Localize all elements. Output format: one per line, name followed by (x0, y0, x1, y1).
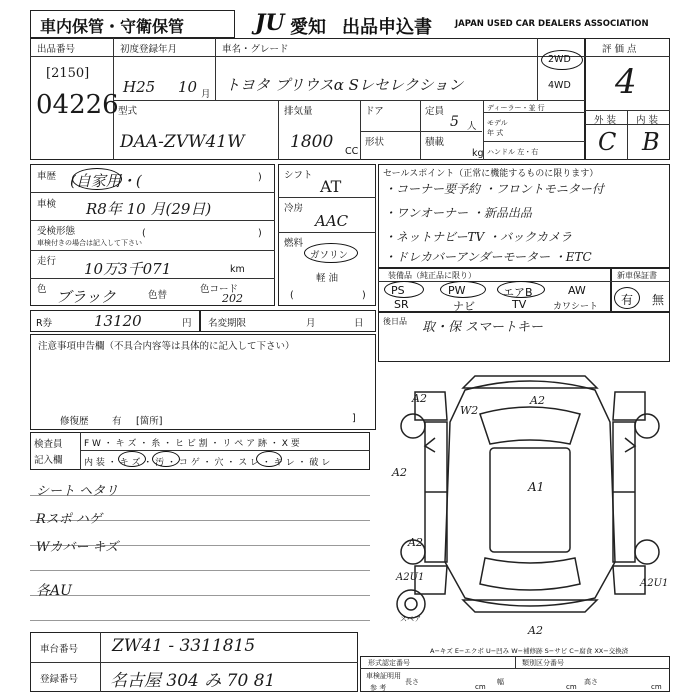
mark-rear-a2: A2 (408, 536, 423, 549)
mark-rear-bumper-a2: A2 (528, 624, 543, 637)
equip-seat: カワシート (553, 302, 599, 312)
dims-type-label: 類別区分番号 (522, 659, 564, 667)
reg-month: 10 (178, 78, 198, 96)
inspect-row-1: F W ・ キ ズ ・ 糸 ・ ヒ ビ 割 ・ リ ペ ア 跡 ・ X 要 (84, 439, 300, 449)
write-line-2: Rスポ ハゲ (36, 512, 102, 527)
chassis-value: ZW41 - 3311815 (112, 636, 256, 656)
shift-value: AT (320, 177, 342, 196)
color-label: 色 (37, 284, 47, 295)
name-change-month: 月 (306, 318, 316, 329)
warranty-label: 新車保証書 (617, 271, 657, 280)
write-line-4: 各AU (36, 583, 72, 599)
rating-value: 4 (615, 62, 637, 102)
assoc-name: 愛知 (290, 17, 326, 38)
height-label: 高さ (584, 678, 598, 686)
kg-label: kg (472, 148, 484, 159)
lot-number-label: 出品番号 (37, 44, 76, 55)
interior-label: 内 装 (636, 115, 659, 126)
length-cm: cm (475, 683, 486, 691)
repair-place-close: ] (352, 413, 356, 424)
reg-year: H25 (123, 78, 156, 96)
height-cm: cm (651, 683, 662, 691)
capacity-value: 5 (450, 114, 459, 130)
equip-airbag-circle (497, 281, 545, 298)
fuel-value: ガソリン (310, 250, 349, 261)
diesel-label: 軽 油 (316, 273, 339, 284)
car-name-value: トヨタ プリウスα Sレセレクション (225, 76, 464, 94)
repair-place-label: [箇所] (136, 416, 163, 427)
capacity-label: 定員 (425, 106, 445, 117)
after-install-value: 取・保 スマートキー (422, 320, 543, 335)
fuel-paren-close: ) (362, 290, 366, 301)
selling-points-label: セールスポイント（正常に機能するものに限ります） (383, 169, 599, 179)
equipment-label: 装備品（純正品に限り） (388, 271, 476, 280)
dealer-label: ディーラー・並 行 (487, 104, 545, 112)
recycle-fee-label: R券 (36, 318, 53, 329)
inspector-label: 検査員 (34, 439, 63, 450)
spare-label: スペア (400, 615, 421, 623)
equip-ps-circle (384, 281, 424, 298)
km-label: km (230, 264, 245, 275)
rating-label: 評 価 点 (602, 44, 637, 55)
drive-4wd: 4WD (548, 80, 571, 91)
name-change-day: 日 (354, 318, 364, 329)
repair-history-label: 修復歴 (60, 416, 89, 427)
warranty-none: 無 (652, 293, 665, 307)
reg-no-label: 登録番号 (40, 674, 79, 685)
equip-tv: TV (512, 298, 527, 311)
inspection-label: 車検 (37, 199, 57, 210)
mark-front-a2: A2 (412, 392, 427, 405)
history-circle (72, 168, 122, 190)
shift-label: シフト (284, 170, 313, 181)
equip-pw-circle (440, 281, 486, 298)
history-close: ) (258, 172, 262, 183)
width-label: 幅 (497, 678, 504, 686)
width-cm: cm (566, 683, 577, 691)
storage-badge-text: 車内保管・守衛保管 (40, 17, 185, 36)
mark-side-a2: A2 (392, 466, 407, 479)
sp-line-3: ・ネットナビーTV ・バックカメラ (384, 230, 573, 244)
car-name-label: 車名・グレード (222, 44, 289, 55)
write-line-1: シート ヘタリ (36, 484, 119, 499)
shape-label: 形状 (365, 137, 385, 148)
mark-bumper-a2: A2 (530, 394, 545, 407)
equip-pw: PW (448, 284, 466, 297)
reg-no-value: 名古屋 304 み 70 81 (110, 671, 276, 691)
sp-line-4: ・ドレカバーアンダーモーター ・ETC (384, 250, 592, 264)
dims-form-label: 形式認定番号 (368, 659, 410, 667)
mileage-label: 走行 (37, 256, 57, 267)
reg-cert-label: 車検証明用 (366, 672, 401, 680)
color-code-value: 202 (222, 292, 243, 305)
recycle-note: 車検付きの場合は記入して下さい (37, 239, 142, 247)
recycle-fee-yen: 円 (182, 318, 192, 329)
lot-number: 04226 (36, 90, 119, 120)
equip-airbag: エアB (503, 286, 533, 299)
lot-bracket: [2150] (46, 66, 90, 81)
sheet-title: 出品申込書 (342, 17, 432, 38)
recycle-fee-value: 13120 (94, 312, 142, 330)
color-value: ブラック (56, 288, 116, 306)
exterior-value: C (598, 128, 617, 156)
chassis-label: 車台番号 (40, 644, 79, 655)
mark-roof-a1: A1 (528, 480, 545, 494)
write-line-3: Wカバー キズ (36, 540, 119, 555)
displacement-value: 1800 (290, 132, 334, 152)
inspect-circle-3 (256, 451, 282, 467)
mileage-value: 10万3千071 (84, 260, 172, 278)
model-value: DAA-ZVW41W (120, 132, 245, 152)
entry-label: 記入欄 (34, 455, 63, 466)
equip-ps: PS (391, 284, 405, 297)
history-label: 車歴 (37, 171, 57, 182)
aircon-value: AAC (315, 212, 349, 230)
repair-has-label: 有 (112, 416, 122, 427)
english-name: JAPAN USED CAR DEALERS ASSOCIATION (455, 19, 649, 29)
fuel-label: 燃料 (284, 238, 304, 249)
first-reg-label: 初度登録年月 (120, 44, 178, 55)
capacity-unit: 人 (467, 121, 477, 132)
model-label: 型式 (118, 106, 138, 117)
drive-2wd: 2WD (548, 54, 571, 65)
handle-label: ハンドル 左・右 (487, 148, 539, 156)
recycle-paren-close: ) (258, 228, 262, 239)
inspect-circle-2 (152, 451, 180, 467)
exterior-label: 外 装 (594, 115, 617, 126)
recycle-label: 受検形態 (37, 226, 76, 237)
reg-month-suffix: 月 (201, 89, 211, 100)
cc-label: CC (345, 146, 359, 157)
equip-sr: SR (394, 298, 409, 311)
doors-label: ドア (365, 106, 384, 117)
ref-label: 参 考 (370, 684, 387, 692)
name-change-label: 名変期限 (208, 318, 247, 329)
sp-line-2: ・ワンオーナー ・新品出品 (384, 206, 532, 220)
load-label: 積載 (425, 137, 445, 148)
equip-navi: ナビ (453, 300, 475, 313)
length-label: 長さ (405, 678, 419, 686)
mark-front-w2: W2 (460, 404, 479, 417)
inspection-value: R8年 10 月(29日) (86, 200, 212, 218)
sp-line-1: ・コーナー要予約 ・フロントモニター付 (384, 182, 604, 196)
ju-logo: JU (255, 10, 285, 36)
aircon-label: 冷房 (284, 203, 304, 214)
inspect-circle-1 (118, 451, 146, 467)
mark-rl-a2u1: A2U1 (396, 572, 425, 583)
displacement-label: 排気量 (284, 106, 313, 117)
inspect-row-2: 内 装 ・ キ ズ ・ 汚 ・ コ ゲ ・ 穴 ・ ス レ ・ キ レ ・ 破 レ (84, 458, 331, 468)
warranty-have: 有 (621, 293, 634, 307)
mark-rr-a2u1: A2U1 (640, 578, 669, 589)
fuel-paren-open: ( (290, 290, 294, 301)
notes-header: 注意事項申告欄（不具合内容等は具体的に記入して下さい） (38, 341, 295, 352)
recycle-paren-open: ( (142, 228, 146, 239)
equip-aw: AW (568, 284, 586, 297)
history-value: (自家用・( (70, 172, 142, 190)
after-install-label: 後日品 (383, 317, 407, 326)
color-change-label: 色替 (148, 290, 168, 301)
color-code-label: 色コード (200, 284, 239, 295)
model-year-label: モデル 年 式 (487, 119, 508, 137)
interior-value: B (642, 128, 660, 156)
damage-legend: A−キズ E−エクボ U−凹み W−補修跡 S−サビ C−腐食 XX−交換済 (430, 647, 629, 655)
